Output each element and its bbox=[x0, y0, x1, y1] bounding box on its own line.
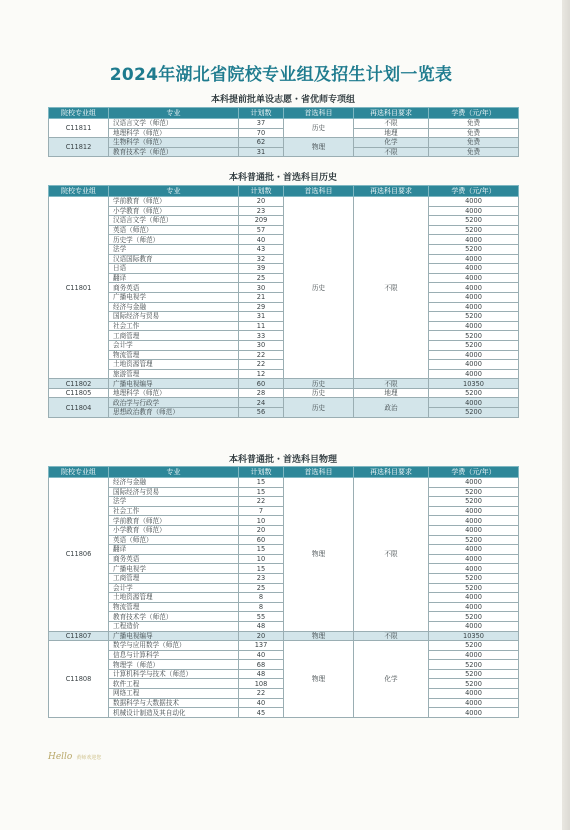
major-cell: 商务英语 bbox=[109, 283, 239, 293]
column-header: 首选科目 bbox=[284, 467, 354, 478]
footer-brand: Hello bbox=[48, 752, 73, 762]
plan-cell: 7 bbox=[239, 506, 284, 516]
major-cell: 日语 bbox=[109, 264, 239, 274]
plan-cell: 33 bbox=[239, 331, 284, 341]
plan-cell: 40 bbox=[239, 650, 284, 660]
fee-cell: 5200 bbox=[429, 612, 519, 622]
fee-cell: 5200 bbox=[429, 497, 519, 507]
major-cell: 信息与计算科学 bbox=[109, 650, 239, 660]
fee-cell: 4000 bbox=[429, 650, 519, 660]
plan-cell: 43 bbox=[239, 244, 284, 254]
first-subject-cell: 物理 bbox=[284, 641, 354, 718]
plan-cell: 15 bbox=[239, 478, 284, 488]
second-subject-cell: 地理 bbox=[354, 388, 429, 398]
first-subject-cell: 历史 bbox=[284, 388, 354, 398]
table-row bbox=[49, 398, 519, 408]
fee-cell: 免费 bbox=[429, 128, 519, 138]
group-code-cell: C11802 bbox=[49, 379, 109, 389]
major-cell: 广播电视编导 bbox=[109, 631, 239, 641]
fee-cell: 4000 bbox=[429, 564, 519, 574]
plan-cell: 25 bbox=[239, 273, 284, 283]
major-cell: 会计学 bbox=[109, 583, 239, 593]
fee-cell: 4000 bbox=[429, 525, 519, 535]
first-subject-cell: 历史 bbox=[284, 119, 354, 138]
plan-cell: 8 bbox=[239, 593, 284, 603]
fee-cell: 5200 bbox=[429, 340, 519, 350]
table-row bbox=[49, 138, 519, 148]
fee-cell: 5200 bbox=[429, 388, 519, 398]
column-header: 学费（元/年） bbox=[429, 186, 519, 197]
fee-cell: 4000 bbox=[429, 708, 519, 718]
plan-cell: 45 bbox=[239, 708, 284, 718]
first-subject-cell: 历史 bbox=[284, 398, 354, 417]
plan-cell: 12 bbox=[239, 369, 284, 379]
major-cell: 广播电视编导 bbox=[109, 379, 239, 389]
major-cell: 翻译 bbox=[109, 545, 239, 555]
group-code-cell: C11804 bbox=[49, 398, 109, 417]
fee-cell: 5200 bbox=[429, 573, 519, 583]
fee-cell: 5200 bbox=[429, 583, 519, 593]
major-cell: 历史学（师范） bbox=[109, 235, 239, 245]
plan-cell: 62 bbox=[239, 138, 284, 148]
table-row bbox=[49, 197, 519, 207]
fee-cell: 4000 bbox=[429, 602, 519, 612]
major-cell: 教育技术学（师范） bbox=[109, 612, 239, 622]
major-cell: 软件工程 bbox=[109, 679, 239, 689]
second-subject-cell: 不限 bbox=[354, 478, 429, 632]
second-subject-cell: 化学 bbox=[354, 138, 429, 148]
section-title-history: 本科普通批・首选科目历史 bbox=[228, 173, 337, 183]
plan-cell: 70 bbox=[239, 128, 284, 138]
fee-cell: 5200 bbox=[429, 331, 519, 341]
major-cell: 广播电视学 bbox=[109, 292, 239, 302]
fee-cell: 4000 bbox=[429, 554, 519, 564]
plan-cell: 25 bbox=[239, 583, 284, 593]
column-header: 计划数 bbox=[239, 467, 284, 478]
footer-logo bbox=[48, 752, 101, 762]
second-subject-cell: 不限 bbox=[354, 197, 429, 379]
fee-cell: 4000 bbox=[429, 689, 519, 699]
group-code-cell: C11808 bbox=[49, 641, 109, 718]
plan-cell: 22 bbox=[239, 497, 284, 507]
plan-cell: 11 bbox=[239, 321, 284, 331]
group-code-cell: C11807 bbox=[49, 631, 109, 641]
fee-cell: 4000 bbox=[429, 206, 519, 216]
fee-cell: 5200 bbox=[429, 641, 519, 651]
major-cell: 会计学 bbox=[109, 340, 239, 350]
column-header: 学费（元/年） bbox=[429, 108, 519, 119]
table-row bbox=[49, 379, 519, 389]
major-cell: 地理科学（师范） bbox=[109, 388, 239, 398]
major-cell: 国际经济与贸易 bbox=[109, 487, 239, 497]
column-header: 首选科目 bbox=[284, 108, 354, 119]
plan-cell: 10 bbox=[239, 554, 284, 564]
major-cell: 学前教育（师范） bbox=[109, 516, 239, 526]
plan-cell: 30 bbox=[239, 283, 284, 293]
major-cell: 旅游管理 bbox=[109, 369, 239, 379]
plan-cell: 57 bbox=[239, 225, 284, 235]
major-cell: 机械设计制造及其自动化 bbox=[109, 708, 239, 718]
major-cell: 工程造价 bbox=[109, 621, 239, 631]
fee-cell: 10350 bbox=[429, 631, 519, 641]
plan-cell: 22 bbox=[239, 360, 284, 370]
fee-cell: 4000 bbox=[429, 506, 519, 516]
plan-cell: 20 bbox=[239, 197, 284, 207]
major-cell: 地理科学（师范） bbox=[109, 128, 239, 138]
second-subject-cell: 不限 bbox=[354, 631, 429, 641]
plan-cell: 21 bbox=[239, 292, 284, 302]
fee-cell: 10350 bbox=[429, 379, 519, 389]
plan-cell: 24 bbox=[239, 398, 284, 408]
plan-cell: 28 bbox=[239, 388, 284, 398]
column-header: 再选科目要求 bbox=[354, 108, 429, 119]
fee-cell: 4000 bbox=[429, 273, 519, 283]
column-header: 计划数 bbox=[239, 186, 284, 197]
first-subject-cell: 历史 bbox=[284, 197, 354, 379]
major-cell: 政治学与行政学 bbox=[109, 398, 239, 408]
fee-cell: 4000 bbox=[429, 398, 519, 408]
plan-cell: 209 bbox=[239, 216, 284, 226]
major-cell: 翻译 bbox=[109, 273, 239, 283]
column-header: 院校专业组 bbox=[49, 467, 109, 478]
fee-cell: 4000 bbox=[429, 516, 519, 526]
second-subject-cell: 不限 bbox=[354, 119, 429, 129]
fee-cell: 4000 bbox=[429, 235, 519, 245]
major-cell: 小学教育（师范） bbox=[109, 206, 239, 216]
major-cell: 英语（师范） bbox=[109, 535, 239, 545]
major-cell: 学前教育（师范） bbox=[109, 197, 239, 207]
major-cell: 土地资源管理 bbox=[109, 360, 239, 370]
major-cell: 汉语言文学（师范） bbox=[109, 119, 239, 129]
fee-cell: 5200 bbox=[429, 660, 519, 670]
plan-cell: 31 bbox=[239, 312, 284, 322]
major-cell: 经济与金融 bbox=[109, 302, 239, 312]
fee-cell: 5200 bbox=[429, 535, 519, 545]
plan-cell: 15 bbox=[239, 564, 284, 574]
fee-cell: 5200 bbox=[429, 408, 519, 418]
group-code-cell: C11805 bbox=[49, 388, 109, 398]
fee-cell: 5200 bbox=[429, 669, 519, 679]
fee-cell: 4000 bbox=[429, 283, 519, 293]
second-subject-cell: 化学 bbox=[354, 641, 429, 718]
section-title-advance: 本科提前批单设志愿・省优师专项组 bbox=[210, 95, 355, 105]
major-cell: 教育技术学（师范） bbox=[109, 147, 239, 157]
group-code-cell: C11806 bbox=[49, 478, 109, 632]
column-header: 专业 bbox=[109, 108, 239, 119]
plan-cell: 30 bbox=[239, 340, 284, 350]
fee-cell: 4000 bbox=[429, 698, 519, 708]
second-subject-cell: 不限 bbox=[354, 379, 429, 389]
fee-cell: 4000 bbox=[429, 264, 519, 274]
first-subject-cell: 物理 bbox=[284, 478, 354, 632]
header-row bbox=[49, 186, 519, 197]
major-cell: 计算机科学与技术（师范） bbox=[109, 669, 239, 679]
fee-cell: 4000 bbox=[429, 360, 519, 370]
column-header: 院校专业组 bbox=[49, 108, 109, 119]
major-cell: 思想政治教育（师范） bbox=[109, 408, 239, 418]
table-row bbox=[49, 631, 519, 641]
table-row bbox=[49, 478, 519, 488]
major-cell: 物理学（师范） bbox=[109, 660, 239, 670]
first-subject-cell: 物理 bbox=[284, 138, 354, 157]
plan-cell: 55 bbox=[239, 612, 284, 622]
second-subject-cell: 不限 bbox=[354, 147, 429, 157]
fee-cell: 5200 bbox=[429, 312, 519, 322]
plan-cell: 40 bbox=[239, 698, 284, 708]
major-cell: 社会工作 bbox=[109, 321, 239, 331]
table-history bbox=[48, 185, 519, 418]
fee-cell: 4000 bbox=[429, 321, 519, 331]
major-cell: 法学 bbox=[109, 497, 239, 507]
table-row bbox=[49, 641, 519, 651]
fee-cell: 4000 bbox=[429, 197, 519, 207]
column-header: 再选科目要求 bbox=[354, 186, 429, 197]
major-cell: 工商管理 bbox=[109, 331, 239, 341]
plan-cell: 31 bbox=[239, 147, 284, 157]
plan-cell: 23 bbox=[239, 573, 284, 583]
plan-cell: 32 bbox=[239, 254, 284, 264]
fee-cell: 5200 bbox=[429, 225, 519, 235]
plan-cell: 22 bbox=[239, 350, 284, 360]
fee-cell: 4000 bbox=[429, 593, 519, 603]
second-subject-cell: 地理 bbox=[354, 128, 429, 138]
plan-cell: 37 bbox=[239, 119, 284, 129]
page-title: 2024年湖北省院校专业组及招生计划一览表 bbox=[109, 65, 453, 85]
fee-cell: 4000 bbox=[429, 350, 519, 360]
first-subject-cell: 历史 bbox=[284, 379, 354, 389]
major-cell: 工商管理 bbox=[109, 573, 239, 583]
plan-cell: 20 bbox=[239, 525, 284, 535]
plan-cell: 60 bbox=[239, 379, 284, 389]
plan-cell: 22 bbox=[239, 689, 284, 699]
table-advance bbox=[48, 107, 519, 157]
major-cell: 汉语国际教育 bbox=[109, 254, 239, 264]
major-cell: 广播电视学 bbox=[109, 564, 239, 574]
fee-cell: 4000 bbox=[429, 545, 519, 555]
major-cell: 土地资源管理 bbox=[109, 593, 239, 603]
major-cell: 数学与应用数学（师范） bbox=[109, 641, 239, 651]
major-cell: 社会工作 bbox=[109, 506, 239, 516]
fee-cell: 免费 bbox=[429, 119, 519, 129]
plan-cell: 20 bbox=[239, 631, 284, 641]
major-cell: 商务英语 bbox=[109, 554, 239, 564]
major-cell: 小学教育（师范） bbox=[109, 525, 239, 535]
plan-cell: 8 bbox=[239, 602, 284, 612]
plan-cell: 29 bbox=[239, 302, 284, 312]
group-code-cell: C11812 bbox=[49, 138, 109, 157]
major-cell: 生物科学（师范） bbox=[109, 138, 239, 148]
plan-cell: 48 bbox=[239, 669, 284, 679]
fee-cell: 4000 bbox=[429, 369, 519, 379]
fee-cell: 5200 bbox=[429, 679, 519, 689]
major-cell: 汉语言文学（师范） bbox=[109, 216, 239, 226]
plan-cell: 68 bbox=[239, 660, 284, 670]
fee-cell: 4000 bbox=[429, 478, 519, 488]
fee-cell: 4000 bbox=[429, 302, 519, 312]
plan-cell: 23 bbox=[239, 206, 284, 216]
plan-cell: 137 bbox=[239, 641, 284, 651]
fee-cell: 4000 bbox=[429, 292, 519, 302]
footer-subtitle: 黄师欢迎您 bbox=[76, 755, 102, 761]
fee-cell: 免费 bbox=[429, 147, 519, 157]
table-row bbox=[49, 388, 519, 398]
major-cell: 网络工程 bbox=[109, 689, 239, 699]
major-cell: 国际经济与贸易 bbox=[109, 312, 239, 322]
column-header: 计划数 bbox=[239, 108, 284, 119]
plan-cell: 56 bbox=[239, 408, 284, 418]
column-header: 院校专业组 bbox=[49, 186, 109, 197]
header-row bbox=[49, 108, 519, 119]
first-subject-cell: 物理 bbox=[284, 631, 354, 641]
table-physics bbox=[48, 466, 519, 718]
major-cell: 英语（师范） bbox=[109, 225, 239, 235]
group-code-cell: C11801 bbox=[49, 197, 109, 379]
fee-cell: 免费 bbox=[429, 138, 519, 148]
fee-cell: 5200 bbox=[429, 216, 519, 226]
header-row bbox=[49, 467, 519, 478]
column-header: 再选科目要求 bbox=[354, 467, 429, 478]
major-cell: 物流管理 bbox=[109, 602, 239, 612]
fee-cell: 5200 bbox=[429, 487, 519, 497]
section-title-physics: 本科普通批・首选科目物理 bbox=[228, 455, 337, 465]
plan-cell: 108 bbox=[239, 679, 284, 689]
major-cell: 经济与金融 bbox=[109, 478, 239, 488]
plan-cell: 39 bbox=[239, 264, 284, 274]
major-cell: 法学 bbox=[109, 244, 239, 254]
fee-cell: 5200 bbox=[429, 244, 519, 254]
plan-cell: 15 bbox=[239, 487, 284, 497]
column-header: 专业 bbox=[109, 186, 239, 197]
major-cell: 数据科学与大数据技术 bbox=[109, 698, 239, 708]
fee-cell: 4000 bbox=[429, 254, 519, 264]
second-subject-cell: 政治 bbox=[354, 398, 429, 417]
fee-cell: 4000 bbox=[429, 621, 519, 631]
plan-cell: 15 bbox=[239, 545, 284, 555]
plan-cell: 10 bbox=[239, 516, 284, 526]
table-row bbox=[49, 119, 519, 129]
plan-cell: 40 bbox=[239, 235, 284, 245]
plan-cell: 60 bbox=[239, 535, 284, 545]
group-code-cell: C11811 bbox=[49, 119, 109, 138]
column-header: 首选科目 bbox=[284, 186, 354, 197]
column-header: 专业 bbox=[109, 467, 239, 478]
page-edge bbox=[562, 0, 570, 830]
column-header: 学费（元/年） bbox=[429, 467, 519, 478]
plan-cell: 48 bbox=[239, 621, 284, 631]
major-cell: 物流管理 bbox=[109, 350, 239, 360]
